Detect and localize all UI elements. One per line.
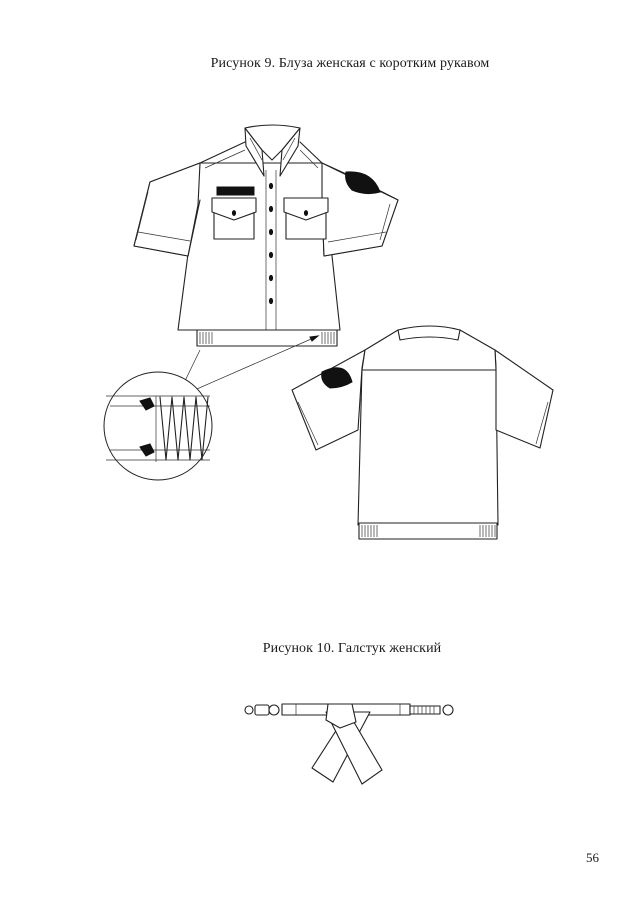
blouse-back-icon xyxy=(292,326,553,539)
page-number: 56 xyxy=(586,850,599,865)
blouse-front-icon xyxy=(134,125,398,346)
womens-tie-icon xyxy=(245,704,453,784)
waistband-detail-icon xyxy=(104,372,212,480)
figure-9-caption: Рисунок 9. Блуза женская с коротким рукавом xyxy=(210,56,490,71)
figure-10-caption: Рисунок 10. Галстук женский xyxy=(262,641,442,656)
